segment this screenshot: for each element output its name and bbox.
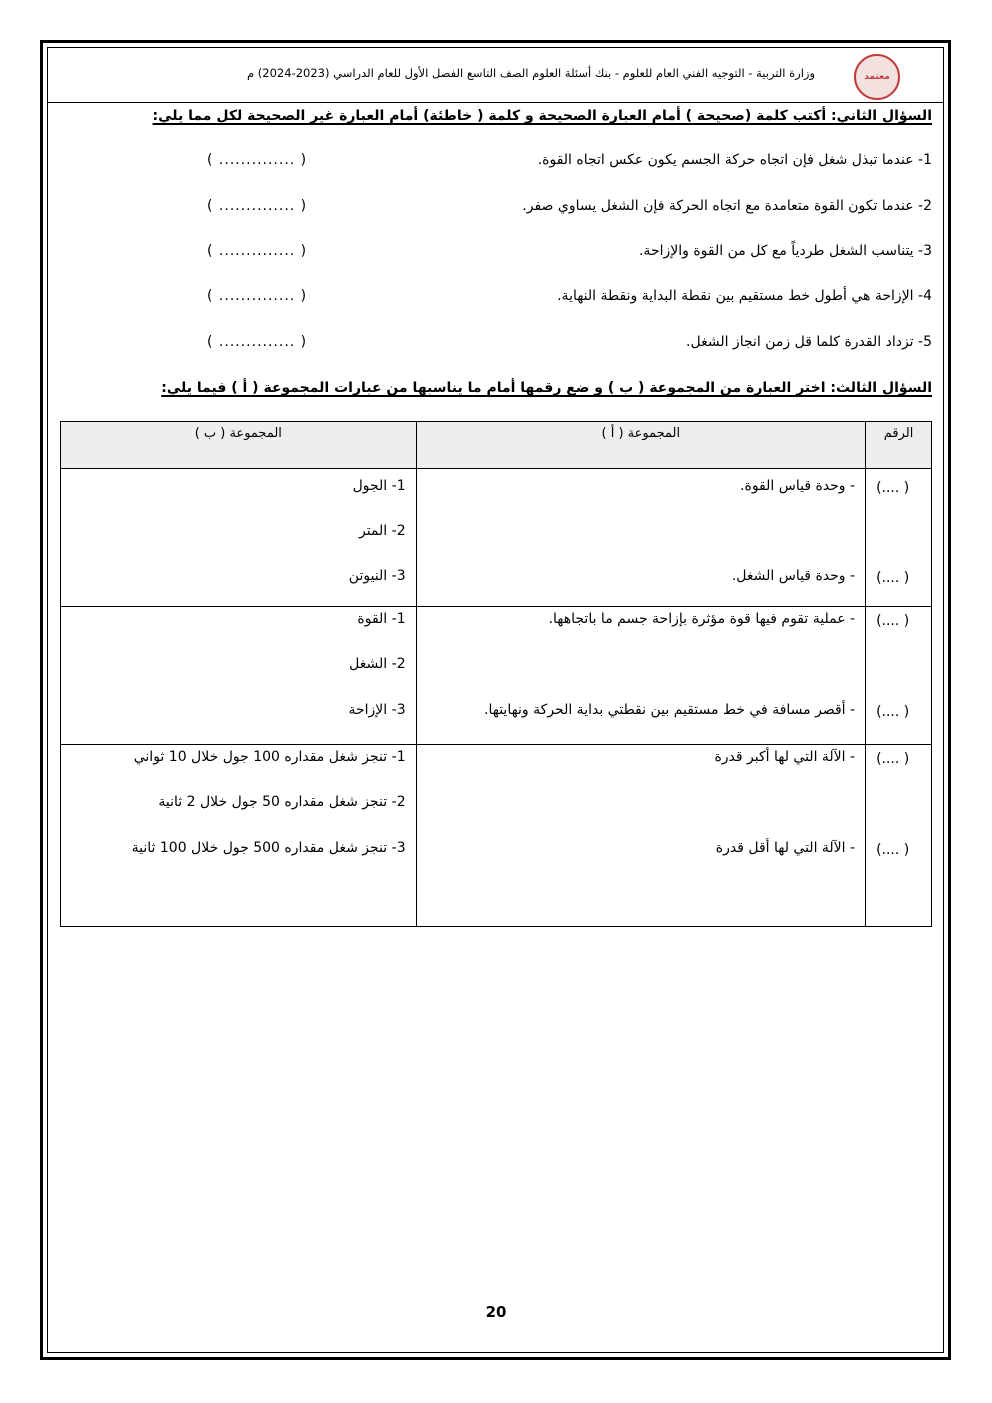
group-b-cell xyxy=(61,745,417,927)
q2-answer-blank[interactable]: ( .............. ) xyxy=(207,152,308,168)
group-b-item: 2- المتر xyxy=(358,523,406,539)
answer-paren[interactable]: (.... ) xyxy=(876,842,910,858)
approval-seal-icon xyxy=(854,54,900,100)
q2-item-5 xyxy=(132,334,932,358)
page-header xyxy=(60,60,930,102)
group-b-item: 2- تنجز شغل مقداره 50 جول خلال 2 ثانية xyxy=(158,794,406,810)
matching-table xyxy=(60,421,932,927)
page-number: 20 xyxy=(485,1303,507,1321)
group-b-cell xyxy=(61,607,417,745)
q2-item-1 xyxy=(132,152,932,176)
group-b-item: 3- تنجز شغل مقداره 500 جول خلال 100 ثانية xyxy=(131,840,406,856)
question-3-title: السؤال الثالث: اختر العبارة من المجموعة ( ب ) و ضع رقمها أمام ما يناسبها من عبارات المجموعة ( أ ) فيما يلي: xyxy=(161,380,932,396)
answer-paren[interactable]: (.... ) xyxy=(876,751,910,767)
group-a-item: - وحدة قياس الشغل. xyxy=(731,568,856,584)
group-b-item: 2- الشغل xyxy=(349,656,406,672)
answer-paren[interactable]: (.... ) xyxy=(876,480,910,496)
q2-answer-blank[interactable]: ( .............. ) xyxy=(207,198,308,214)
num-cell xyxy=(866,745,932,927)
group-a-cell xyxy=(416,745,865,927)
group-b-item: 1- الجول xyxy=(352,478,406,494)
group-a-cell xyxy=(416,469,865,607)
group-a-item: - وحدة قياس القوة. xyxy=(740,478,856,494)
q2-item-4 xyxy=(132,288,932,312)
group-a-item: - أقصر مسافة في خط مستقيم بين نقطتي بداية الحركة ونهايتها. xyxy=(484,702,856,718)
group-b-item: 1- تنجز شغل مقداره 100 جول خلال 10 ثواني xyxy=(133,749,406,765)
group-b-item: 1- القوة xyxy=(357,611,406,627)
header-group-a: المجموعة ( أ ) xyxy=(416,422,865,469)
answer-paren[interactable]: (.... ) xyxy=(876,570,910,586)
table-row xyxy=(61,469,932,607)
table-row xyxy=(61,745,932,927)
q2-item-text: 5- تزداد القدرة كلما قل زمن انجاز الشغل. xyxy=(686,334,932,350)
q2-item-text: 1- عندما تبذل شغل فإن اتجاه حركة الجسم يكون عكس اتجاه القوة. xyxy=(537,152,932,168)
seal-text: معتمد xyxy=(864,72,890,82)
q2-item-2 xyxy=(132,198,932,222)
group-b-cell xyxy=(61,469,417,607)
q2-item-text: 4- الإزاحة هي أطول خط مستقيم بين نقطة البداية ونقطة النهاية. xyxy=(557,288,932,304)
q2-item-text: 3- يتناسب الشغل طردياً مع كل من القوة والإزاحة. xyxy=(638,243,932,259)
answer-paren[interactable]: (.... ) xyxy=(876,613,910,629)
header-text: وزارة التربية - التوجيه الفني العام للعلوم - بنك أسئلة العلوم الصف التاسع الفصل الأول للعام الدراسي (2023-2024) م xyxy=(247,66,815,80)
header-num: الرقم xyxy=(866,422,932,469)
q2-item-text: 2- عندما تكون القوة متعامدة مع اتجاه الحركة فإن الشغل يساوي صفر. xyxy=(522,198,932,214)
question-2-title: السؤال الثاني: أكتب كلمة (صحيحة ) أمام العبارة الصحيحة و كلمة ( خاطئة) أمام العبارة غير الصحيحة لكل مما يلي: xyxy=(152,108,932,124)
header-group-b: المجموعة ( ب ) xyxy=(61,422,417,469)
num-cell xyxy=(866,469,932,607)
group-a-item: - الآلة التي لها أكبر قدرة xyxy=(714,749,856,765)
table-row xyxy=(61,607,932,745)
header-divider xyxy=(48,102,944,103)
answer-paren[interactable]: (.... ) xyxy=(876,704,910,720)
q2-answer-blank[interactable]: ( .............. ) xyxy=(207,243,308,259)
group-b-item: 3- الإزاحة xyxy=(348,702,406,718)
group-b-item: 3- النيوتن xyxy=(348,568,406,584)
group-a-cell xyxy=(416,607,865,745)
q2-answer-blank[interactable]: ( .............. ) xyxy=(207,288,308,304)
group-a-item: - الآلة التي لها أقل قدرة xyxy=(715,840,856,856)
num-cell xyxy=(866,607,932,745)
table-header-row xyxy=(61,422,932,469)
q2-item-3 xyxy=(132,243,932,267)
q2-answer-blank[interactable]: ( .............. ) xyxy=(207,334,308,350)
group-a-item: - عملية تقوم فيها قوة مؤثرة بإزاحة جسم ما باتجاهها. xyxy=(548,611,856,627)
